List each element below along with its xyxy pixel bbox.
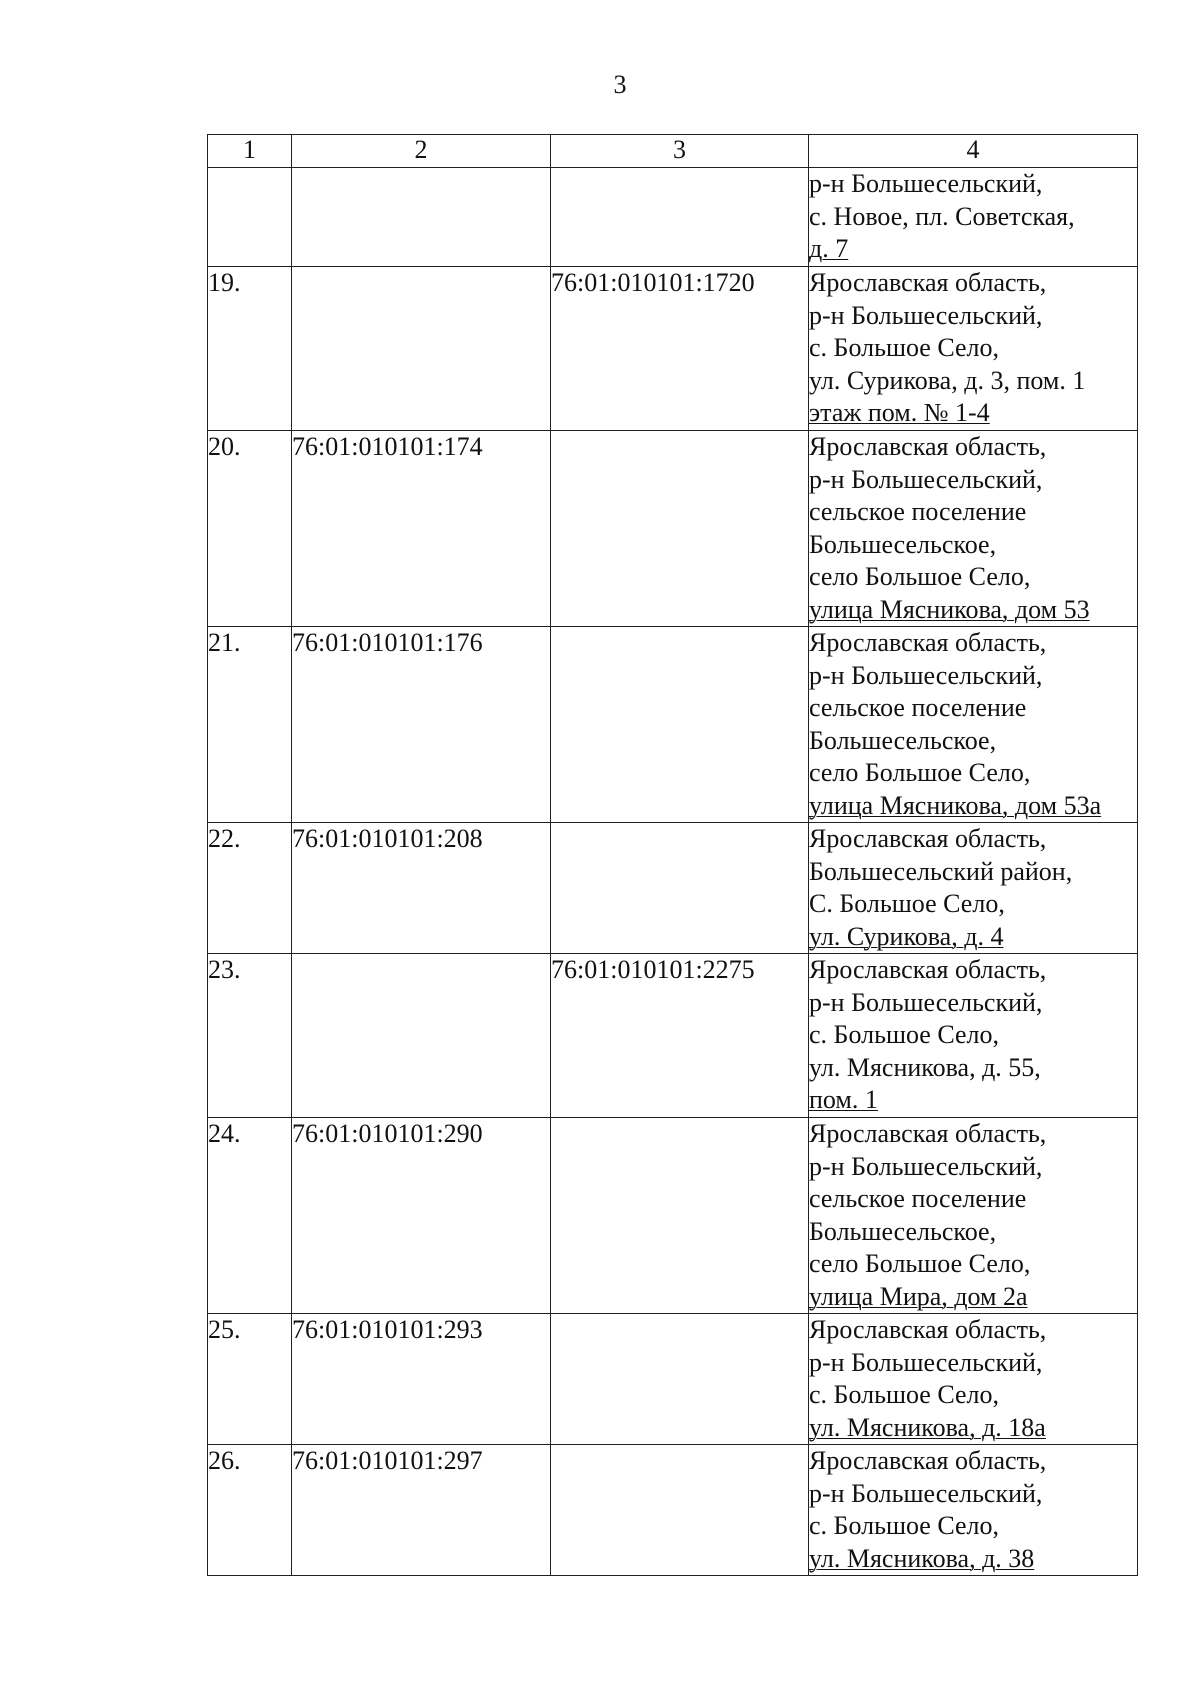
cadastral-number-col2: 76:01:010101:290	[292, 1118, 551, 1314]
address-line: Ярославская область,	[809, 1315, 1047, 1344]
address-line: д. 7	[809, 234, 849, 263]
address-line: Большесельское,	[809, 1216, 997, 1246]
address-line: село Большое Село,	[809, 1249, 1031, 1278]
cadastral-number-col3	[551, 627, 809, 823]
address-line: улица Мясникова, дом 53	[809, 594, 1090, 624]
address-line: сельское поселение	[809, 693, 1027, 722]
register-table	[207, 134, 1138, 1576]
address-line: Ярославская область,	[809, 1446, 1047, 1475]
table-row	[208, 627, 1138, 823]
cadastral-number-col3: 76:01:010101:1720	[551, 267, 809, 431]
address-cell	[809, 1445, 1138, 1576]
cadastral-number-col3	[551, 431, 809, 627]
address-line: р-н Большесельский,	[809, 1151, 1043, 1181]
cadastral-number-col2: 76:01:010101:293	[292, 1314, 551, 1445]
address-line: р-н Большесельский,	[809, 464, 1043, 494]
address-line: улица Мясникова, дом 53а	[809, 790, 1102, 820]
address-line: ул. Мясникова, д. 18а	[809, 1412, 1046, 1442]
address-cell	[809, 627, 1138, 823]
address-line: ул. Мясникова, д. 55,	[809, 1052, 1041, 1082]
address-cell	[809, 954, 1138, 1118]
cadastral-number-col2: 76:01:010101:176	[292, 627, 551, 823]
address-line: С. Большое Село,	[809, 889, 1005, 918]
cadastral-number-col3	[551, 1445, 809, 1576]
cadastral-number-col3	[551, 823, 809, 954]
address-line: Ярославская область,	[809, 1119, 1047, 1148]
header-cell-col-4: 4	[809, 135, 1138, 168]
address-line: Большесельское,	[809, 725, 997, 755]
address-line: Ярославская область,	[809, 628, 1047, 657]
address-line: р-н Большесельский,	[809, 1478, 1043, 1508]
address-line: с. Новое, пл. Советская,	[809, 201, 1075, 231]
row-number: 20.	[208, 431, 292, 627]
table-row	[208, 823, 1138, 954]
address-line: сельское поселение	[809, 497, 1027, 526]
table-row	[208, 1445, 1138, 1576]
header-cell-col-3: 3	[551, 135, 809, 168]
address-line: с. Большое Село,	[809, 1511, 1000, 1540]
address-cell	[809, 168, 1138, 267]
row-number: 23.	[208, 954, 292, 1118]
address-line: улица Мира, дом 2а	[809, 1281, 1028, 1311]
row-number: 25.	[208, 1314, 292, 1445]
address-cell	[809, 431, 1138, 627]
address-line: р-н Большесельский,	[809, 300, 1043, 330]
address-line: этаж пом. № 1-4	[809, 398, 990, 427]
address-line: село Большое Село,	[809, 758, 1031, 787]
cadastral-number-col2	[292, 267, 551, 431]
header-cell-col-1: 1	[208, 135, 292, 168]
address-cell	[809, 1118, 1138, 1314]
cadastral-number-col3	[551, 1118, 809, 1314]
table-row	[208, 267, 1138, 431]
cadastral-number-col2: 76:01:010101:174	[292, 431, 551, 627]
table-row	[208, 168, 1138, 267]
table-row	[208, 954, 1138, 1118]
address-line: Ярославская область,	[809, 268, 1047, 297]
address-line: с. Большое Село,	[809, 1020, 1000, 1049]
row-number: 24.	[208, 1118, 292, 1314]
address-line: ул. Мясникова, д. 38	[809, 1543, 1035, 1573]
address-line: р-н Большесельский,	[809, 660, 1043, 690]
address-cell	[809, 823, 1138, 954]
header-row	[208, 135, 1138, 168]
address-line: пом. 1	[809, 1085, 878, 1114]
address-line: Большесельский район,	[809, 856, 1073, 886]
address-line: Ярославская область,	[809, 432, 1047, 461]
page-number: 3	[613, 70, 627, 99]
row-number: 26.	[208, 1445, 292, 1576]
address-cell	[809, 1314, 1138, 1445]
address-line: р-н Большесельский,	[809, 1347, 1043, 1377]
header-cell-col-2: 2	[292, 135, 551, 168]
address-cell	[809, 267, 1138, 431]
table-body	[208, 168, 1138, 1576]
cadastral-number-col3	[551, 168, 809, 267]
cadastral-number-col2	[292, 954, 551, 1118]
row-number	[208, 168, 292, 267]
table-header	[208, 135, 1138, 168]
row-number: 21.	[208, 627, 292, 823]
address-line: ул. Сурикова, д. 4	[809, 921, 1004, 951]
address-line: Ярославская область,	[809, 955, 1047, 984]
address-line: Большесельское,	[809, 529, 997, 559]
cadastral-number-col2	[292, 168, 551, 267]
table-row	[208, 1118, 1138, 1314]
row-number: 22.	[208, 823, 292, 954]
table-row	[208, 1314, 1138, 1445]
address-line: село Большое Село,	[809, 562, 1031, 591]
address-line: ул. Сурикова, д. 3, пом. 1	[809, 365, 1086, 395]
address-line: р-н Большесельский,	[809, 169, 1043, 198]
cadastral-number-col3	[551, 1314, 809, 1445]
address-line: р-н Большесельский,	[809, 987, 1043, 1017]
table-row	[208, 431, 1138, 627]
address-line: Ярославская область,	[809, 824, 1047, 853]
address-line: сельское поселение	[809, 1184, 1027, 1213]
row-number: 19.	[208, 267, 292, 431]
address-line: с. Большое Село,	[809, 333, 1000, 362]
cadastral-number-col2: 76:01:010101:297	[292, 1445, 551, 1576]
address-line: с. Большое Село,	[809, 1380, 1000, 1409]
cadastral-number-col3: 76:01:010101:2275	[551, 954, 809, 1118]
cadastral-number-col2: 76:01:010101:208	[292, 823, 551, 954]
